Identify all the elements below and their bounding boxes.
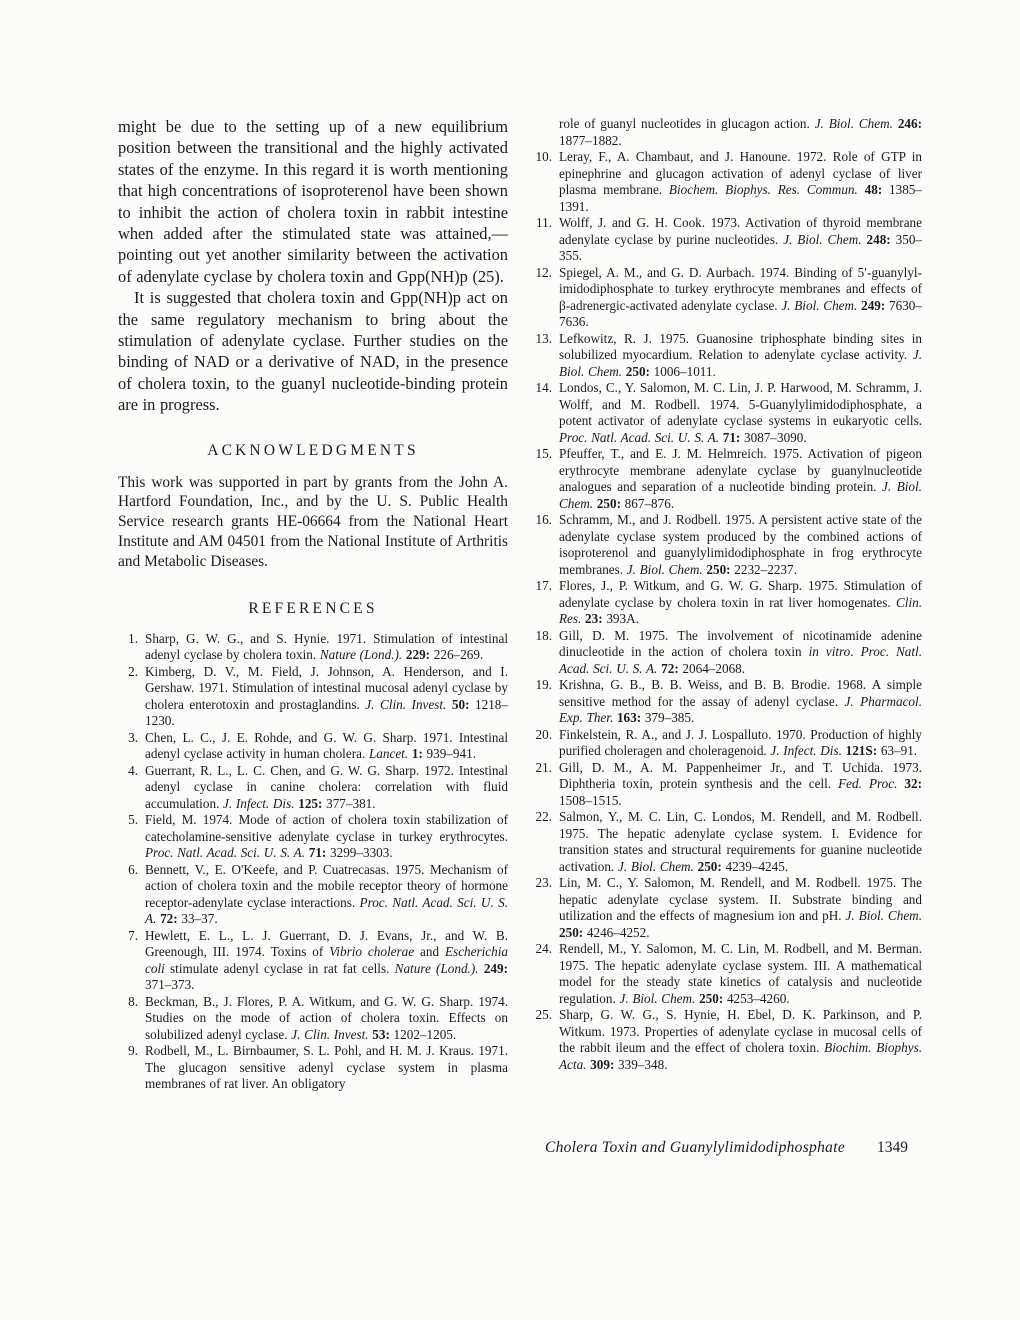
journal-name: Vibrio cholerae (329, 944, 415, 960)
volume-number: 71: (722, 429, 741, 445)
reference-item (118, 631, 508, 664)
volume-number: 250: (697, 858, 722, 874)
reference-item (532, 628, 922, 678)
reference-number: 17. (535, 578, 552, 593)
journal-name: Proc. Natl. Acad. Sci. U. S. A. (145, 894, 508, 927)
journal-name: J. Biol. Chem. (559, 347, 922, 379)
reference-text: Finkelstein, R. A., and J. J. Lospalluto. 1970. Production of highly purified choleragen and choleragenoid. (559, 726, 922, 758)
journal-name: J. Clin. Invest. (291, 1026, 369, 1042)
reference-text: Spiegel, A. M., and G. D. Aurbach. 1974. Binding of 5′-guanylyl-imidodiphosphate to turkey erythrocyte membranes and effects of β-adrenergic-activated adenylate cyclase. (559, 264, 922, 313)
volume-number: 48: (864, 182, 883, 197)
journal-name: Biochem. Biophys. Res. Commun. (668, 182, 858, 197)
journal-name: J. Biol. Chem. (814, 116, 893, 131)
reference-text: Salmon, Y., M. C. Lin, C. Londos, M. Rendell, and M. Rodbell. 1975. The hepatic adenylate cyclase system. I. Evidence for transition states and structural requirements for guanine nucleotide activation. (559, 809, 922, 874)
reference-text: 1877–1882. (559, 132, 622, 148)
reference-text: 1006–1011. (649, 363, 716, 379)
reference-item (532, 578, 922, 628)
reference-text: Gill, D. M., A. M. Pappenheimer Jr., and T. Uchida. 1973. Diphtheria toxin, protein synthesis and the cell. (559, 759, 922, 791)
reference-item (532, 760, 922, 810)
journal-name: J. Biol. Chem. (845, 908, 922, 923)
volume-number: 1: (411, 746, 423, 762)
journal-name: J. Biol. Chem. (783, 231, 862, 247)
journal-name: Nature (Lond.). (394, 960, 479, 976)
reference-text: 393A. (602, 611, 639, 626)
references-heading: REFERENCES (248, 599, 378, 617)
volume-number: 53: (372, 1026, 390, 1042)
reference-number: 14. (535, 380, 552, 395)
reference-item (532, 1007, 922, 1073)
reference-item (532, 809, 922, 875)
reference-text: and (414, 944, 445, 960)
reference-text: Krishna, G. B., B. B. Weiss, and B. B. Brodie. 1968. A simple sensitive method for the assay of adenyl cyclase. (559, 677, 922, 709)
reference-text: 377–381. (322, 795, 376, 811)
reference-text: 3087–3090. (740, 429, 807, 445)
reference-item (532, 149, 922, 215)
reference-item (532, 875, 922, 941)
reference-text: Rendell, M., Y. Salomon, M. C. Lin, M. Rodbell, and M. Berman. 1975. The hepatic adenylate cyclase system. III. A mathematical model for the steady state kinetics of catalysis and nucleotide regulation. (559, 941, 922, 1006)
journal-name: J. Infect. Dis. (770, 743, 842, 758)
volume-number: 50: (451, 696, 470, 712)
reference-text: 4253–4260. (723, 990, 790, 1006)
reference-text: Wolff, J. and G. H. Cook. 1973. Activation of thyroid membrane adenylate cyclase by purine nucleotides. (559, 215, 922, 247)
reference-text: Bennett, V., E. O'Keefe, and P. Cuatrecasas. 1975. Mechanism of action of cholera toxin and the mobile receptor theory of hormone receptor-adenylate cyclase interactions. (145, 861, 508, 910)
journal-name: J. Biol. Chem. (781, 297, 858, 313)
journal-name: J. Clin. Invest. (365, 696, 447, 712)
volume-number: 309: (590, 1056, 615, 1072)
journal-name: Lancet. (368, 746, 409, 762)
reference-text: . (850, 644, 861, 659)
reference-item (118, 730, 508, 763)
reference-item (532, 331, 922, 381)
reference-text: Chen, L. C., J. E. Rohde, and G. W. G. Sharp. 1971. Intestinal adenyl cyclase activity in human cholera. (145, 729, 508, 762)
references-list-col2 (532, 149, 922, 1073)
reference-number: 16. (535, 512, 552, 527)
reference-text: 2232–2237. (730, 561, 797, 577)
running-title: Cholera Toxin and Guanylylimidodiphosphate (544, 1139, 845, 1156)
reference-text: 33–37. (177, 911, 218, 927)
reference-item (118, 994, 508, 1044)
reference-number: 8. (128, 993, 138, 1009)
journal-name: J. Biol. Chem. (618, 858, 694, 874)
reference-item (532, 446, 922, 512)
reference-text: 1508–1515. (559, 792, 622, 808)
volume-number: 125: (298, 795, 323, 811)
reference-item (118, 862, 508, 928)
reference-text: 63–91. (877, 743, 918, 758)
reference-item (118, 812, 508, 862)
journal-name: Clin. Res. (559, 594, 922, 626)
volume-number: 250: (596, 495, 621, 511)
volume-number: 32: (904, 776, 923, 791)
reference-item (532, 380, 922, 446)
reference-item (532, 677, 922, 727)
journal-name: in vitro (808, 644, 851, 659)
reference-number: 19. (535, 677, 552, 692)
journal-name: J. Biol. Chem. (626, 561, 703, 577)
volume-number: 250: (699, 990, 724, 1006)
reference-number: 9. (128, 1043, 138, 1059)
reference-number: 10. (535, 149, 552, 164)
reference-text: Schramm, M., and J. Rodbell. 1975. A persistent active state of the adenylate cyclase system produced by the combined actions of isoproterenol and guanylylimidodiphosphate in frog erythrocyte membranes. (559, 512, 922, 577)
volume-number: 72: (160, 911, 178, 927)
page-number: 1349 (877, 1139, 908, 1156)
volume-number: 250: (625, 363, 650, 379)
reference-item (532, 265, 922, 331)
reference-text: Leray, F., A. Chambaut, and J. Hanoune. 1972. Role of GTP in epinephrine and glucagon activation of adenyl cyclase of liver plasma membrane. (559, 149, 922, 197)
reference-item (118, 763, 508, 813)
reference-number: 18. (535, 627, 552, 643)
reference-number: 20. (535, 726, 552, 742)
volume-number: 250: (706, 561, 731, 577)
reference-number: 11. (536, 215, 552, 230)
reference-text: Beckman, B., J. Flores, P. A. Witkum, and G. W. G. Sharp. 1974. Studies on the mode of action of cholera toxin. Effects on solubilized adenyl cyclase. (145, 993, 508, 1042)
volume-number: 71: (308, 845, 327, 861)
reference-number: 12. (535, 264, 552, 280)
reference-number: 4. (128, 762, 138, 778)
reference-item (532, 727, 922, 760)
reference-text: Gill, D. M. 1975. The involvement of nicotinamide adenine dinucleotide in the action of cholera toxin (559, 627, 922, 659)
reference-text: 371–373. (145, 977, 195, 993)
volume-number: 249: (861, 297, 886, 313)
reference-item (118, 664, 508, 730)
acknowledgments-text: This work was supported in part by grants from the John A. Hartford Foundation, Inc., and by the U. S. Public Health Service research grants HE-06664 from the National Heart Institute and AM 04501 from the National Institute of Arthritis and Metabolic Diseases. (118, 473, 508, 570)
reference-text: Kimberg, D. V., M. Field, J. Johnson, A. Henderson, and I. Gershaw. 1971. Stimulation of intestinal mucosal adenyl cyclase by cholera enterotoxin and prostaglandins. (145, 663, 508, 712)
volume-number: 229: (405, 647, 431, 663)
reference-text: 226–269. (430, 647, 484, 663)
reference-text: 7630–7636. (559, 297, 922, 329)
reference-item (118, 1043, 508, 1093)
reference-number: 25. (535, 1007, 552, 1022)
volume-number: 121S: (845, 743, 878, 758)
reference-text: role of guanyl nucleotides in glucagon action. (559, 116, 815, 131)
volume-number: 246: (897, 116, 923, 131)
reference-number: 23. (535, 875, 552, 890)
journal-name: J. Infect. Dis. (223, 795, 295, 811)
reference-text: 867–876. (620, 495, 675, 511)
reference-text: Londos, C., Y. Salomon, M. C. Lin, J. P. Harwood, M. Schramm, J. Wolff, and M. Rodbell. 1974. 5-Guanylylimidodiphosphate, a potent activator of adenylate cyclase systems in eukaryotic cells. (559, 380, 922, 428)
reference-number: 13. (535, 330, 552, 346)
text-columns (118, 116, 922, 1093)
reference-text: Lefkowitz, R. J. 1975. Guanosine triphosphate binding sites in solubilized myocardium. Relation to adenylate cyclase activity. (559, 330, 922, 362)
reference-item (532, 512, 922, 578)
body-paragraph-continuation: might be due to the setting up of a new equilibrium position between the transitional and the highly activated states of the enzyme. In this regard it is worth mentioning that high concentrations of isoproterenol have been shown to inhibit the action of cholera toxin in rabbit intestine when added after the stimulated state was attained,—pointing out yet another similarity between the activation of adenylate cyclase by cholera toxin and Gpp(NH)p (25). (118, 117, 508, 286)
reference-text: Hewlett, E. L., L. J. Guerrant, D. J. Evans, Jr., and W. B. Greenough, III. 1974. Toxins of (145, 927, 508, 960)
reference-number: 15. (535, 446, 552, 461)
reference-text: 3299–3303. (326, 845, 393, 861)
volume-number: 23: (585, 611, 603, 626)
reference-number: 5. (128, 812, 138, 828)
reference-text: 350–355. (559, 231, 923, 263)
journal-name: Proc. Natl. Acad. Sci. U. S. A. (145, 845, 306, 861)
acknowledgments-heading: ACKNOWLEDGMENTS (207, 441, 419, 459)
references-list-col1 (118, 631, 508, 1093)
reference-number: 1. (128, 630, 138, 646)
reference-text: 379–385. (641, 710, 695, 725)
reference-text: Rodbell, M., L. Birnbaumer, S. L. Pohl, and H. M. J. Kraus. 1971. The glucagon sensitive adenyl cyclase system in plasma membranes of rat liver. An obligatory (145, 1043, 508, 1092)
reference-number: 21. (535, 759, 552, 775)
reference-text: Sharp, G. W. G., S. Hynie, H. Ebel, D. K. Parkinson, and P. Witkum. 1973. Properties of adenylate cyclase in mucosal cells of the rabbit ileum and the effect of cholera toxin. (559, 1007, 922, 1055)
reference-text: 1218–1230. (145, 696, 508, 729)
journal-name: J. Biol. Chem. (559, 479, 922, 511)
journal-name: Fed. Proc. (838, 776, 898, 791)
reference-item (118, 928, 508, 994)
reference-text: Guerrant, R. L., L. C. Chen, and G. W. G. Sharp. 1972. Intestinal adenyl cyclase in canine cholera: correlation with fluid accumulation. (145, 762, 508, 811)
journal-name: Escherichia coli (145, 944, 508, 976)
reference-text: stimulate adenyl cyclase in rat fat cells. (164, 960, 395, 976)
left-column (118, 116, 508, 1093)
journal-name: Nature (Lond.). (319, 647, 403, 663)
volume-number: 248: (866, 231, 891, 247)
reference-continuation (532, 116, 922, 149)
reference-text: 4246–4252. (583, 924, 650, 940)
journal-name: Biochim. Biophys. Acta. (559, 1040, 922, 1072)
volume-number: 249: (483, 960, 508, 976)
body-paragraph: It is suggested that cholera toxin and Gpp(NH)p act on the same regulatory mechanism to bring about the stimulation of adenylate cyclase. Further studies on the binding of NAD or a derivative of NAD, in the presence of cholera toxin, to the guanyl nucleotide-binding protein are in progress. (118, 288, 508, 415)
reference-text: 339–348. (614, 1056, 668, 1072)
reference-text: 939–941. (422, 746, 476, 762)
reference-text: Lin, M. C., Y. Salomon, M. Rendell, and M. Rodbell. 1975. The hepatic adenylate cyclase system. II. Substrate binding and utilization and the effects of magnesium ion and pH. (559, 875, 922, 923)
volume-number: 163: (616, 710, 642, 725)
journal-name: Proc. Natl. Acad. Sci. U. S. A. (559, 429, 720, 445)
reference-text: Flores, J., P. Witkum, and G. W. G. Sharp. 1975. Stimulation of adenylate cyclase by cholera toxin in rat liver homogenates. (559, 578, 922, 610)
reference-text: 2064–2068. (678, 660, 746, 676)
reference-number: 7. (128, 927, 138, 943)
reference-number: 2. (128, 663, 138, 679)
reference-item (532, 941, 922, 1007)
reference-text: Pfeuffer, T., and E. J. M. Helmreich. 1975. Activation of pigeon erythrocyte membrane adenylate cyclase by guanylnucleotide analogues and separation of a nucleotide binding protein. (559, 446, 922, 494)
volume-number: 72: (661, 660, 679, 676)
page-footer (545, 1139, 908, 1157)
reference-number: 24. (535, 941, 552, 956)
reference-text: 1202–1205. (389, 1026, 457, 1042)
reference-text: Field, M. 1974. Mode of action of cholera toxin stabilization of catecholamine-sensitive adenylate cyclase in turkey erythrocytes. (145, 812, 508, 844)
reference-text (858, 182, 865, 197)
reference-text: Sharp, G. W. G., and S. Hynie. 1971. Stimulation of intestinal adenyl cyclase by cholera toxin. (145, 630, 508, 663)
right-column (532, 116, 922, 1093)
reference-text: 4239–4245. (721, 858, 789, 874)
reference-number: 22. (535, 809, 552, 824)
volume-number: 250: (559, 924, 584, 940)
reference-number: 6. (128, 861, 138, 877)
reference-text: 1385–1391. (559, 182, 922, 214)
reference-number: 3. (128, 729, 138, 745)
journal-name: Proc. Natl. Acad. Sci. U. S. A. (559, 644, 923, 676)
reference-item (532, 215, 922, 265)
journal-name: J. Pharmacol. Exp. Ther. (559, 693, 922, 725)
journal-name: J. Biol. Chem. (619, 990, 696, 1006)
